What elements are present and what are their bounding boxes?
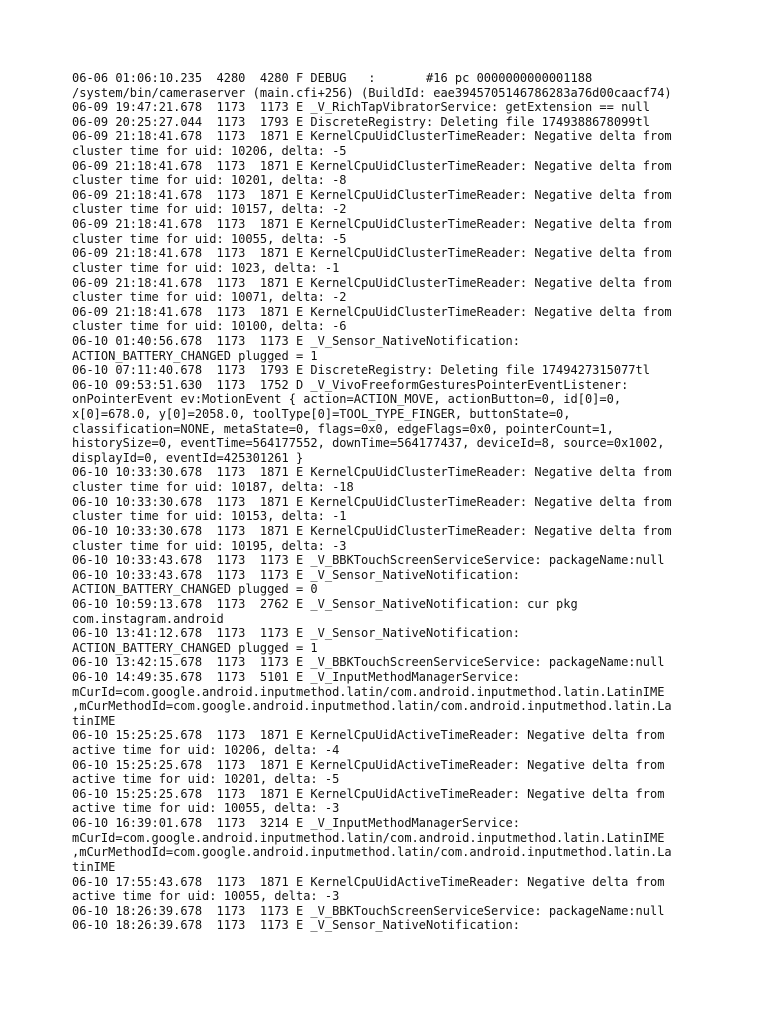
log-line: 06-09 21:18:41.678 1173 1871 E KernelCpuUidClusterTimeReader: Negative delta from <box>72 304 672 319</box>
log-line: 06-09 21:18:41.678 1173 1871 E KernelCpuUidClusterTimeReader: Negative delta from <box>72 246 672 261</box>
log-line: 06-09 21:18:41.678 1173 1871 E KernelCpuUidClusterTimeReader: Negative delta from <box>72 187 672 202</box>
log-line: active time for uid: 10206, delta: -4 <box>72 743 340 758</box>
log-line: 06-10 13:42:15.678 1173 1173 E _V_BBKTouchScreenServiceService: packageName:null <box>72 655 665 670</box>
log-line: ACTION_BATTERY_CHANGED plugged = 0 <box>72 582 318 597</box>
log-line: 06-10 10:33:30.678 1173 1871 E KernelCpuUidClusterTimeReader: Negative delta from <box>72 494 672 509</box>
log-line: ACTION_BATTERY_CHANGED plugged = 1 <box>72 640 318 655</box>
log-line: cluster time for uid: 10201, delta: -8 <box>72 173 347 188</box>
log-line: ACTION_BATTERY_CHANGED plugged = 1 <box>72 348 318 363</box>
log-line: active time for uid: 10055, delta: -3 <box>72 801 340 816</box>
log-line: x[0]=678.0, y[0]=2058.0, toolType[0]=TOOL_TYPE_FINGER, buttonState=0, <box>72 407 571 422</box>
log-line: ,mCurMethodId=com.google.android.inputmethod.latin/com.android.inputmethod.latin.La <box>72 845 672 860</box>
log-line: cluster time for uid: 10071, delta: -2 <box>72 290 347 305</box>
log-line: 06-10 15:25:25.678 1173 1871 E KernelCpuUidActiveTimeReader: Negative delta from <box>72 728 665 743</box>
log-line: com.instagram.android <box>72 611 224 626</box>
log-line: tinIME <box>72 859 116 874</box>
log-line: 06-09 20:25:27.044 1173 1793 E DiscreteRegistry: Deleting file 1749388678099tl <box>72 114 650 129</box>
log-line: cluster time for uid: 10153, delta: -1 <box>72 509 347 524</box>
log-line: cluster time for uid: 10187, delta: -18 <box>72 480 354 495</box>
log-line: 06-10 17:55:43.678 1173 1871 E KernelCpuUidActiveTimeReader: Negative delta from <box>72 874 665 889</box>
log-line: displayId=0, eventId=425301261 } <box>72 450 304 465</box>
log-line: 06-10 01:40:56.678 1173 1173 E _V_Sensor_NativeNotification: <box>72 333 520 348</box>
log-line: 06-10 15:25:25.678 1173 1871 E KernelCpuUidActiveTimeReader: Negative delta from <box>72 786 665 801</box>
log-line: 06-10 10:33:43.678 1173 1173 E _V_BBKTouchScreenServiceService: packageName:null <box>72 553 665 568</box>
log-line: historySize=0, eventTime=564177552, downTime=564177437, deviceId=8, source=0x1002, <box>72 436 665 451</box>
log-line: 06-09 21:18:41.678 1173 1871 E KernelCpuUidClusterTimeReader: Negative delta from <box>72 158 672 173</box>
log-line: 06-09 21:18:41.678 1173 1871 E KernelCpuUidClusterTimeReader: Negative delta from <box>72 217 672 232</box>
log-line: /system/bin/cameraserver (main.cfi+256) (BuildId: eae3945705146786283a76d00caacf74) <box>72 85 672 100</box>
log-line: onPointerEvent ev:MotionEvent { action=ACTION_MOVE, actionButton=0, id[0]=0, <box>72 392 622 407</box>
log-line: cluster time for uid: 10157, delta: -2 <box>72 202 347 217</box>
log-line: 06-10 18:26:39.678 1173 1173 E _V_Sensor_NativeNotification: <box>72 918 520 933</box>
log-line: 06-10 10:33:30.678 1173 1871 E KernelCpuUidClusterTimeReader: Negative delta from <box>72 465 672 480</box>
log-line: 06-10 10:59:13.678 1173 2762 E _V_Sensor_NativeNotification: cur pkg <box>72 596 578 611</box>
log-line: 06-09 19:47:21.678 1173 1173 E _V_RichTapVibratorService: getExtension == null <box>72 100 650 115</box>
log-line: cluster time for uid: 10195, delta: -3 <box>72 538 347 553</box>
log-line: 06-06 01:06:10.235 4280 4280 F DEBUG : #16 pc 0000000000001188 <box>72 71 593 85</box>
log-text-block <box>72 71 712 933</box>
log-line: ,mCurMethodId=com.google.android.inputmethod.latin/com.android.inputmethod.latin.La <box>72 699 672 714</box>
log-line: 06-09 21:18:41.678 1173 1871 E KernelCpuUidClusterTimeReader: Negative delta from <box>72 129 672 144</box>
log-line: 06-10 07:11:40.678 1173 1793 E DiscreteRegistry: Deleting file 1749427315077tl <box>72 363 650 378</box>
log-line: 06-10 13:41:12.678 1173 1173 E _V_Sensor_NativeNotification: <box>72 626 520 641</box>
log-line: cluster time for uid: 10206, delta: -5 <box>72 144 347 159</box>
log-line: cluster time for uid: 1023, delta: -1 <box>72 260 340 275</box>
log-line: active time for uid: 10201, delta: -5 <box>72 772 340 787</box>
log-line: mCurId=com.google.android.inputmethod.latin/com.android.inputmethod.latin.LatinIME <box>72 684 665 699</box>
log-line: 06-10 09:53:51.630 1173 1752 D _V_VivoFreeformGesturesPointerEventListener: <box>72 377 629 392</box>
log-line: 06-09 21:18:41.678 1173 1871 E KernelCpuUidClusterTimeReader: Negative delta from <box>72 275 672 290</box>
log-line: cluster time for uid: 10055, delta: -5 <box>72 231 347 246</box>
log-line: 06-10 10:33:30.678 1173 1871 E KernelCpuUidClusterTimeReader: Negative delta from <box>72 523 672 538</box>
log-line: 06-10 14:49:35.678 1173 5101 E _V_InputMethodManagerService: <box>72 669 520 684</box>
log-line: 06-10 10:33:43.678 1173 1173 E _V_Sensor_NativeNotification: <box>72 567 520 582</box>
log-line: 06-10 16:39:01.678 1173 3214 E _V_InputMethodManagerService: <box>72 816 520 831</box>
log-line: cluster time for uid: 10100, delta: -6 <box>72 319 347 334</box>
log-line: 06-10 15:25:25.678 1173 1871 E KernelCpuUidActiveTimeReader: Negative delta from <box>72 757 665 772</box>
log-line: tinIME <box>72 713 116 728</box>
log-line: active time for uid: 10055, delta: -3 <box>72 889 340 904</box>
log-line: classification=NONE, metaState=0, flags=0x0, edgeFlags=0x0, pointerCount=1, <box>72 421 614 436</box>
log-line: 06-10 18:26:39.678 1173 1173 E _V_BBKTouchScreenServiceService: packageName:null <box>72 903 665 918</box>
log-line: mCurId=com.google.android.inputmethod.latin/com.android.inputmethod.latin.LatinIME <box>72 830 665 845</box>
